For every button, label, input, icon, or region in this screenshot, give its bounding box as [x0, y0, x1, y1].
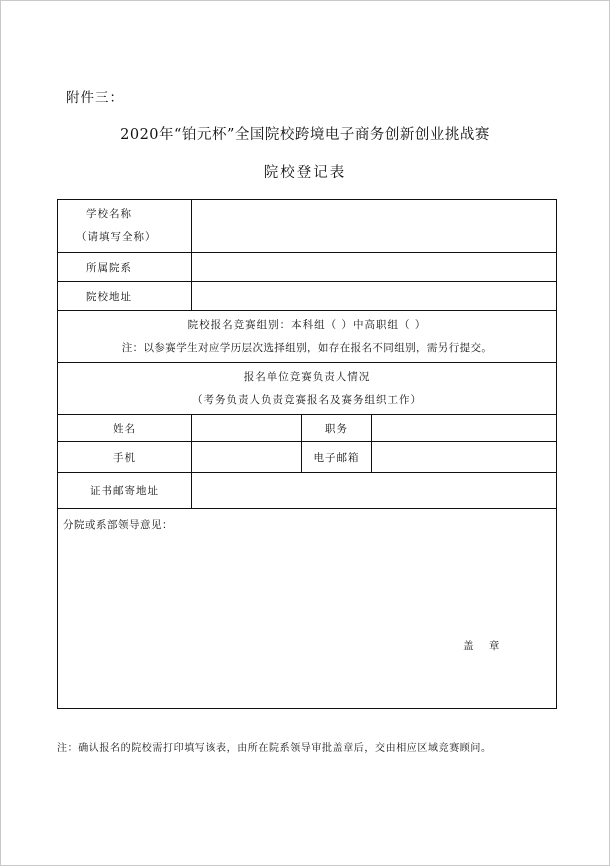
mailing-row	[58, 473, 557, 509]
school-name-row	[58, 200, 557, 253]
department-label: 所属院系	[58, 253, 192, 282]
contact-note: （考务负责人负责竞赛报名及赛务组织工作）	[192, 393, 422, 406]
document-subtitle: 院校登记表	[263, 165, 347, 181]
department-field[interactable]	[192, 253, 557, 282]
email-field[interactable]	[372, 442, 557, 473]
phone-field[interactable]	[192, 442, 302, 473]
phone-row	[58, 442, 557, 473]
school-name-field[interactable]	[192, 200, 557, 253]
name-label: 姓名	[58, 415, 192, 442]
seal-label: 盖 章	[463, 640, 506, 652]
email-label: 电子邮箱	[302, 442, 372, 473]
department-row	[58, 253, 557, 282]
footnote: 注：确认报名的院校需打印填写该表，由所在院系领导审批盖章后，交由相应区域竞赛顾问。	[57, 743, 492, 754]
document-title: 2020年“铂元杯”全国院校跨境电子商务创新创业挑战赛	[120, 127, 490, 143]
opinion-label: 分院或系部领导意见：	[63, 519, 173, 531]
group-row	[58, 311, 557, 363]
mailing-address-label: 证书邮寄地址	[58, 473, 192, 509]
name-field[interactable]	[192, 415, 302, 442]
group-note: 注：以参赛学生对应学历层次选择组别，如存在报名不同组别，需另行提交。	[121, 341, 493, 354]
attachment-label: 附件三：	[66, 90, 124, 106]
group-cell	[58, 311, 557, 363]
opinion-row	[58, 509, 557, 709]
phone-label: 手机	[58, 442, 192, 473]
contact-header: 报名单位竞赛负责人情况	[243, 370, 371, 383]
opinion-field[interactable]	[58, 509, 557, 709]
group-selection[interactable]: 院校报名竞赛组别：本科组（ ）中高职组（ ）	[187, 318, 427, 331]
address-label: 院校地址	[58, 282, 192, 311]
school-name-note: （请填写全称）	[76, 231, 157, 243]
address-row	[58, 282, 557, 311]
position-field[interactable]	[372, 415, 557, 442]
mailing-address-field[interactable]	[192, 473, 557, 509]
name-row	[58, 415, 557, 442]
contact-header-row	[58, 363, 557, 415]
school-name-label: 学校名称	[86, 208, 132, 220]
position-label: 职务	[302, 415, 372, 442]
address-field[interactable]	[192, 282, 557, 311]
school-name-label-cell	[58, 200, 192, 253]
contact-header-cell	[58, 363, 557, 415]
registration-form-table	[57, 199, 557, 709]
